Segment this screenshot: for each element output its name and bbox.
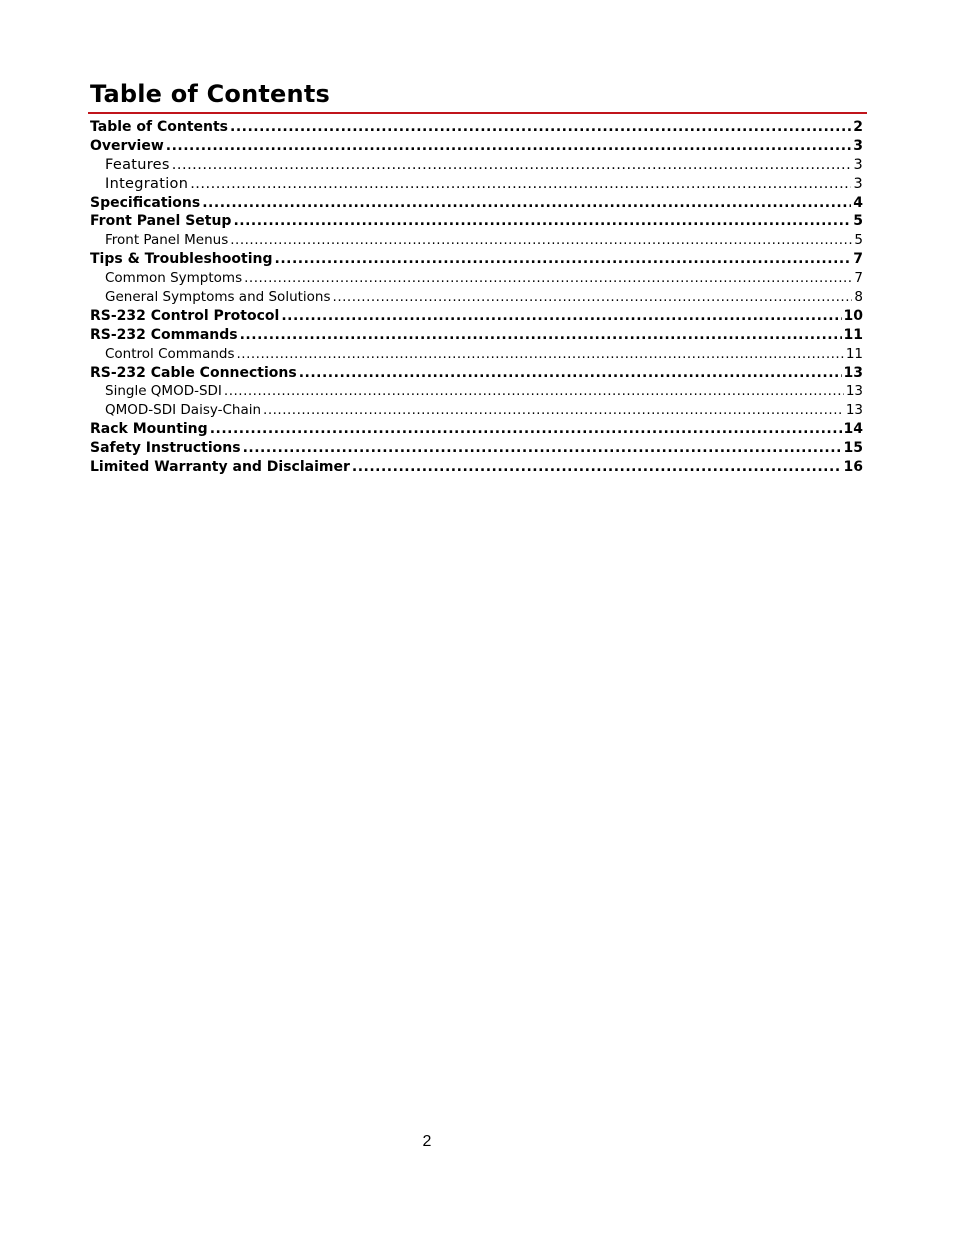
toc-entry-page: 3: [853, 175, 863, 192]
toc-entry-label: Common Symptoms: [105, 270, 243, 287]
toc-dot-leader: [243, 440, 842, 456]
toc-entry-page: 13: [845, 402, 863, 419]
toc-dot-leader: [190, 176, 851, 192]
toc-entry-overview[interactable]: [90, 138, 863, 157]
toc-entry-limited-warranty[interactable]: [90, 459, 863, 478]
toc-entry-label: Safety Instructions: [90, 440, 241, 457]
toc-entry-page: 4: [853, 194, 863, 211]
toc-entry-label: Limited Warranty and Disclaimer: [90, 459, 350, 476]
toc-entry-safety-instructions[interactable]: [90, 440, 863, 459]
toc-dot-leader: [230, 232, 852, 248]
page-title: Table of Contents: [90, 80, 330, 108]
toc-dot-leader: [240, 327, 842, 343]
toc-dot-leader: [166, 138, 851, 154]
toc-entry-label: Front Panel Menus: [105, 232, 229, 249]
toc-entry-qmod-sdi-daisy-chain[interactable]: [90, 402, 863, 421]
toc-dot-leader: [352, 459, 842, 475]
toc-entry-tips-troubleshooting[interactable]: [90, 251, 863, 270]
toc-entry-label: QMOD-SDI Daisy-Chain: [105, 402, 262, 419]
toc-dot-leader: [210, 421, 842, 437]
toc-entry-front-panel-menus[interactable]: [90, 232, 863, 251]
toc-entry-control-commands[interactable]: [90, 346, 863, 365]
toc-dot-leader: [263, 402, 844, 418]
toc-entry-page: 2: [853, 119, 863, 135]
toc-entry-label: Front Panel Setup: [90, 213, 232, 230]
toc-entry-page: 11: [845, 345, 863, 362]
toc-dot-leader: [202, 195, 851, 211]
toc-entry-label: Tips & Troubleshooting: [90, 251, 273, 268]
toc-entry-rack-mounting[interactable]: [90, 421, 863, 440]
toc-entry-specifications[interactable]: [90, 195, 863, 214]
toc-dot-leader: [275, 251, 852, 267]
toc-entry-rs232-cable-connections[interactable]: [90, 365, 863, 384]
toc-entry-rs232-commands[interactable]: [90, 327, 863, 346]
toc-entry-front-panel-setup[interactable]: [90, 213, 863, 232]
toc-entry-label: RS-232 Cable Connections: [90, 364, 297, 381]
page-number: 2: [422, 1133, 432, 1150]
toc-dot-leader: [299, 365, 842, 381]
toc-dot-leader: [333, 289, 853, 305]
toc-dot-leader: [233, 213, 851, 229]
toc-entry-page: 3: [853, 156, 863, 173]
toc-dot-leader: [244, 270, 852, 286]
toc-entry-integration[interactable]: [90, 176, 863, 195]
title-divider: [88, 112, 867, 114]
toc-dot-leader: [237, 346, 844, 362]
toc-entry-page: 13: [843, 364, 863, 381]
toc-entry-page: 11: [843, 326, 863, 343]
toc-entry-general-symptoms-solutions[interactable]: [90, 289, 863, 308]
toc-entry-page: 7: [853, 251, 863, 268]
toc-entry-page: 13: [845, 383, 863, 400]
toc-dot-leader: [172, 157, 852, 173]
toc-entry-table-of-contents[interactable]: [90, 119, 863, 138]
toc-entry-page: 8: [854, 289, 863, 306]
toc-entry-label: Overview: [90, 137, 164, 154]
toc-entry-label: Specifications: [90, 194, 201, 211]
table-of-contents: [90, 119, 863, 478]
toc-dot-leader: [281, 308, 841, 324]
toc-entry-common-symptoms[interactable]: [90, 270, 863, 289]
toc-entry-page: 5: [853, 213, 863, 230]
toc-entry-page: 7: [854, 270, 863, 287]
toc-entry-page: 15: [843, 440, 863, 457]
toc-entry-features[interactable]: [90, 157, 863, 176]
toc-entry-label: General Symptoms and Solutions: [105, 289, 331, 306]
toc-entry-page: 10: [843, 307, 863, 324]
toc-entry-label: Integration: [105, 175, 189, 192]
toc-entry-label: Features: [105, 156, 170, 173]
toc-dot-leader: [230, 119, 851, 135]
toc-entry-label: RS-232 Control Protocol: [90, 307, 280, 324]
toc-entry-page: 16: [843, 459, 863, 476]
toc-entry-label: Rack Mounting: [90, 421, 208, 438]
toc-entry-label: Single QMOD-SDI: [105, 383, 222, 400]
toc-entry-rs232-control-protocol[interactable]: [90, 308, 863, 327]
toc-entry-label: Table of Contents: [90, 119, 229, 135]
toc-dot-leader: [224, 383, 844, 399]
toc-entry-page: 3: [853, 137, 863, 154]
toc-entry-label: RS-232 Commands: [90, 326, 238, 343]
toc-entry-page: 5: [854, 232, 863, 249]
toc-entry-page: 14: [843, 421, 863, 438]
toc-entry-label: Control Commands: [105, 345, 235, 362]
toc-entry-single-qmod-sdi[interactable]: [90, 383, 863, 402]
